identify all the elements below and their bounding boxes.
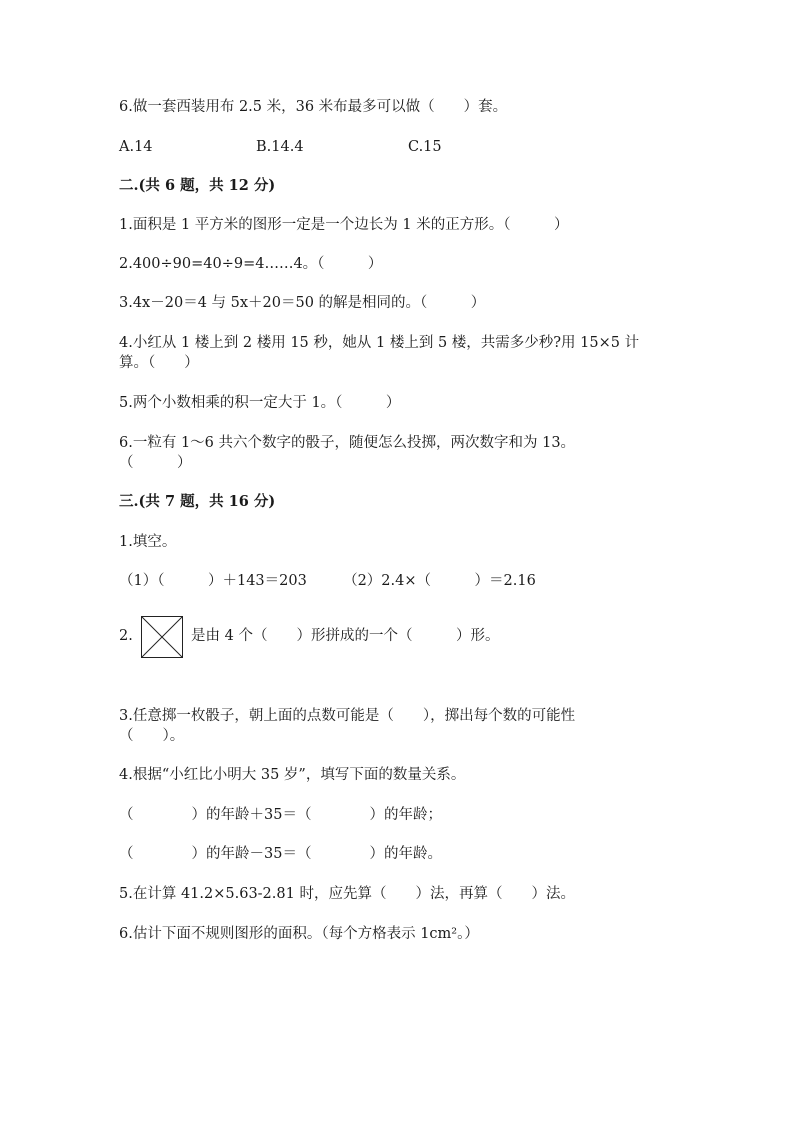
section-2-item-6-cont: （ ） (119, 455, 192, 471)
section-3-q3-line2: （ ）。 (119, 728, 185, 744)
square-with-diagonals-figure (141, 616, 183, 658)
section-3-q2-number: 2. (119, 628, 133, 644)
section-2-item-5: 5.两个小数相乘的积一定大于 1。（ ） (119, 395, 401, 411)
section-3-q4-line1: （ ）的年龄＋35＝（ ）的年龄； (119, 807, 442, 823)
section-2-item-4-cont: 算。（ ） (119, 355, 199, 371)
question-6-mc: 6.做一套西装用布 2.5 米，36 米布最多可以做（ ）套。 (119, 99, 508, 115)
section-2-item-4: 4.小红从 1 楼上到 2 楼用 15 秒，她从 1 楼上到 5 楼，共需多少秒?用 15×5 计 (119, 335, 640, 351)
section-3-q3-line1: 3.任意掷一枚骰子，朝上面的点数可能是（ ），掷出每个数的可能性 (119, 708, 576, 724)
section-3-q4-title: 4.根据“小红比小明大 35 岁”，填写下面的数量关系。 (119, 767, 466, 783)
option-a: A.14 (119, 139, 153, 155)
section-3-q4-line2: （ ）的年龄－35＝（ ）的年龄。 (119, 846, 442, 862)
section-2-item-2: 2.400÷90=40÷9=4……4。（ ） (119, 256, 383, 272)
option-c: C.15 (408, 139, 442, 155)
section-3-q1-line: （1）（ ）＋143＝203 （2）2.4×（ ）＝2.16 (119, 573, 536, 589)
section-3-q6: 6.估计下面不规则图形的面积。（每个方格表示 1cm²。） (119, 926, 479, 942)
section-2-item-6: 6.一粒有 1～6 共六个数字的骰子，随便怎么投掷，两次数字和为 13。 (119, 435, 576, 451)
section-2-heading: 二.(共 6 题，共 12 分) (119, 177, 276, 194)
section-2-item-3: 3.4x－20＝4 与 5x＋20＝50 的解是相同的。（ ） (119, 295, 486, 311)
option-b: B.14.4 (256, 139, 304, 155)
section-3-q5: 5.在计算 41.2×5.63-2.81 时，应先算（ ）法，再算（ ）法。 (119, 886, 575, 902)
section-3-q1-title: 1.填空。 (119, 534, 177, 550)
section-3-heading: 三.(共 7 题，共 16 分) (119, 493, 276, 510)
section-3-q2-text: 是由 4 个（ ）形拼成的一个（ ）形。 (191, 628, 500, 644)
section-2-item-1: 1.面积是 1 平方米的图形一定是一个边长为 1 米的正方形。（ ） (119, 217, 569, 233)
